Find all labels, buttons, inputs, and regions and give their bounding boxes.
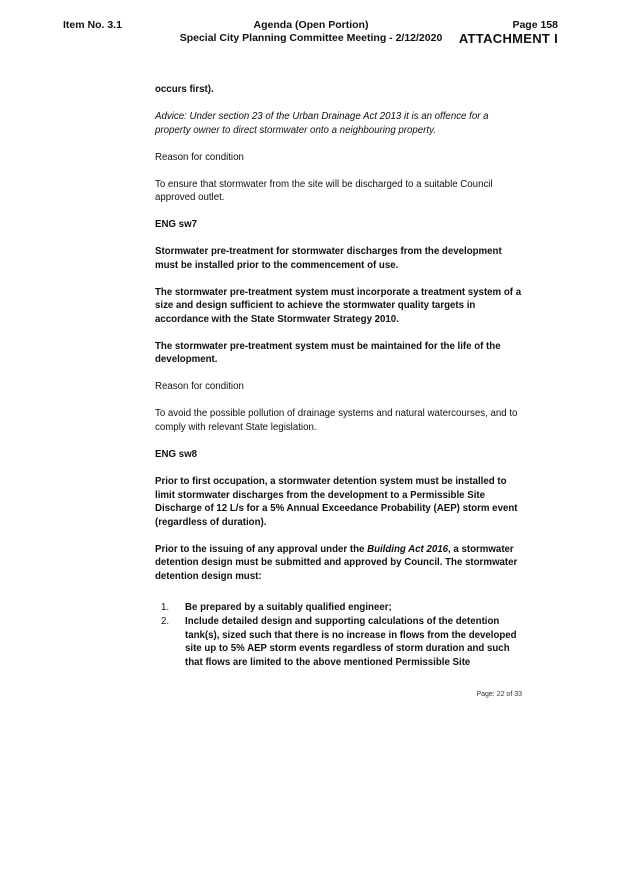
list-item <box>155 615 525 669</box>
paragraph: Prior to first occupation, a stormwater detention system must be installed to limit stormwater discharges from the development to a Permissible Site Discharge of 12 L/s for a 5% Annual Exceedance Probability (AEP) storm event (regardless of duration). <box>155 475 518 528</box>
list-text: Include detailed design and supporting calculations of the detention tank(s), sized such that there is no increase in flows from the developed site up to 5% AEP storm events regardless of storm duration and such that flows are limited to the above mentioned Permissible Site <box>185 616 517 668</box>
paragraph-text: , a stormwater detention design must be submitted and approved by Council. The stormwater detention design must: <box>155 543 518 582</box>
list-number: 1. <box>161 601 170 613</box>
list-item <box>155 601 525 615</box>
agenda-title: Agenda (Open Portion) <box>253 19 369 31</box>
paragraph: The stormwater pre-treatment system must incorporate a treatment system of a size and design sufficient to achieve the stormwater quality targets in accordance with the State Stormwater Strategy 2010. <box>155 286 522 325</box>
paragraph-text: Prior to the issuing of any approval under the <box>155 543 368 555</box>
paragraph: Stormwater pre-treatment for stormwater discharges from the development must be installed prior to the commencement of use. <box>155 246 502 271</box>
reason-heading: Reason for condition <box>155 151 244 163</box>
page-number: Page 158 <box>512 19 558 31</box>
list-text: Be prepared by a suitably qualified engineer; <box>185 601 392 613</box>
condition-code: ENG sw8 <box>155 449 197 460</box>
page-footer: Page: 22 of 33 <box>476 691 522 698</box>
act-name: Building Act 2016 <box>367 543 449 555</box>
page-header <box>459 19 558 46</box>
list-number: 2. <box>161 616 170 628</box>
item-number: Item No. 3.1 <box>63 19 122 31</box>
paragraph: occurs first). <box>155 84 214 95</box>
paragraph <box>155 543 525 584</box>
paragraph: To ensure that stormwater from the site will be discharged to a suitable Council approved outlet. <box>155 178 493 204</box>
advice-note: Advice: Under section 23 of the Urban Drainage Act 2013 it is an offence for a property owner to direct stormwater onto a neighbouring property. <box>155 110 489 136</box>
paragraph: The stormwater pre-treatment system must be maintained for the life of the development. <box>155 340 501 366</box>
reason-heading: Reason for condition <box>155 381 244 393</box>
attachment-label: ATTACHMENT I <box>458 31 558 46</box>
document-body <box>155 83 525 671</box>
requirements-list <box>155 601 525 670</box>
meeting-title: Special City Planning Committee Meeting - 2/12/2020 <box>179 32 443 44</box>
paragraph: To avoid the possible pollution of drainage systems and natural watercourses, and to comply with relevant State legislation. <box>155 408 518 434</box>
condition-code: ENG sw7 <box>155 219 197 231</box>
